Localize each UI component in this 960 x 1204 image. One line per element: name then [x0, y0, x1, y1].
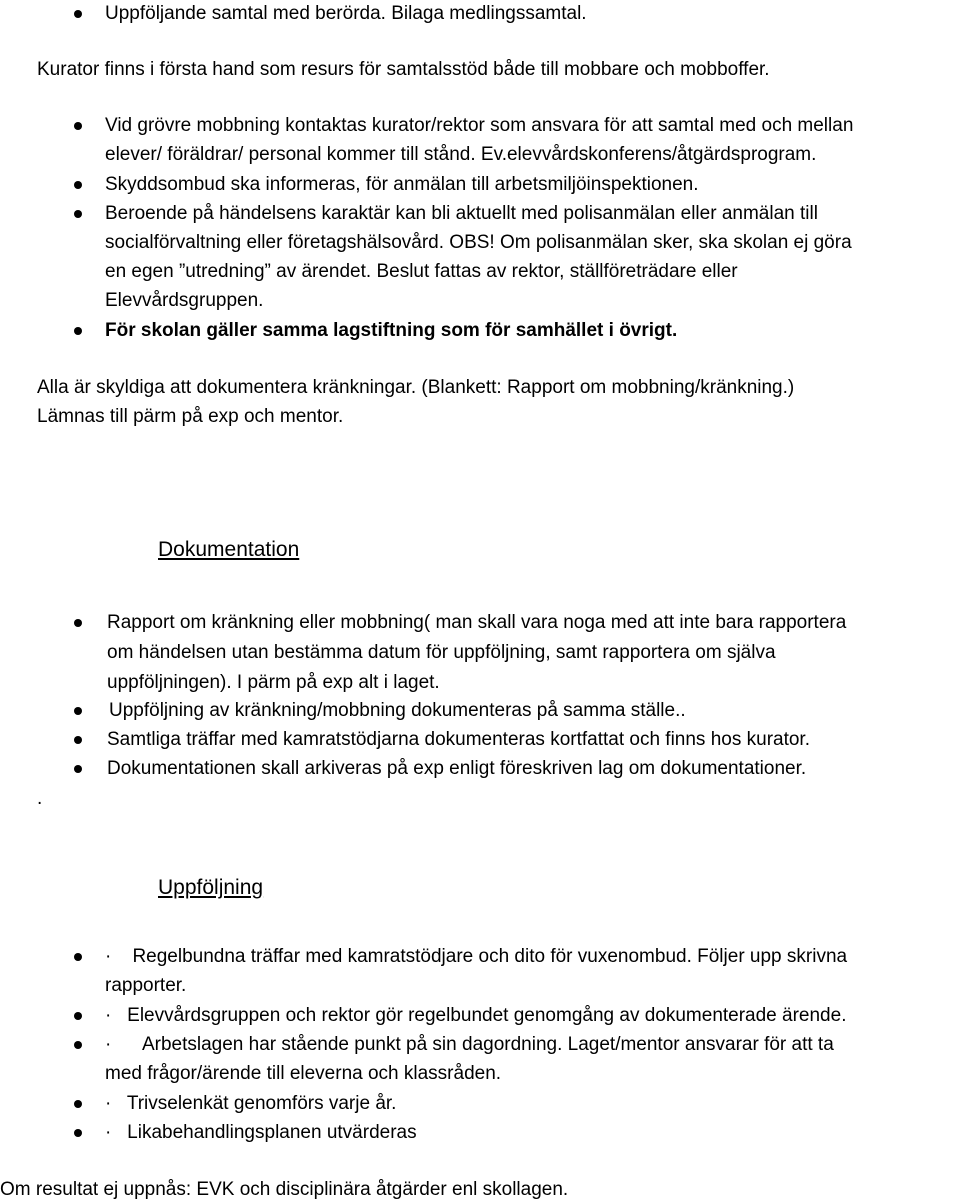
text-line: Skyddsombud ska informeras, för anmälan till arbetsmiljöinspektionen.	[105, 174, 699, 195]
text-line: · Likabehandlingsplanen utvärderas	[105, 1122, 417, 1143]
text-line: med frågor/ärende till eleverna och klassråden.	[105, 1063, 502, 1084]
bullet-icon	[74, 327, 82, 335]
text-line: · Arbetslagen har stående punkt på sin dagordning. Laget/mentor ansvarar för att ta	[105, 1034, 834, 1055]
text-line: Uppföljning av kränkning/mobbning dokumenteras på samma ställe..	[109, 700, 686, 721]
text-line: · Trivselenkät genomförs varje år.	[105, 1093, 397, 1114]
bullet-icon	[74, 1129, 82, 1137]
bullet-icon	[74, 1100, 82, 1108]
text-line: Vid grövre mobbning kontaktas kurator/rektor som ansvara för att samtal med och mellan	[105, 115, 854, 136]
text-line: Samtliga träffar med kamratstödjarna dokumenteras kortfattat och finns hos kurator.	[107, 729, 810, 750]
text-line: elever/ föräldrar/ personal kommer till stånd. Ev.elevvårdskonferens/åtgärdsprogram.	[105, 144, 817, 165]
text-line: uppföljningen). I pärm på exp alt i laget.	[107, 672, 440, 693]
bullet-icon	[74, 1012, 82, 1020]
bullet-icon	[74, 707, 82, 715]
bullet-icon	[74, 953, 82, 961]
text-line: om händelsen utan bestämma datum för uppföljning, samt rapportera om själva	[107, 642, 776, 663]
text-line: Dokumentationen skall arkiveras på exp enligt föreskriven lag om dokumentationer.	[107, 758, 807, 779]
section-heading: Uppföljning	[158, 876, 264, 899]
text-line: För skolan gäller samma lagstiftning som för samhället i övrigt.	[105, 320, 678, 341]
text-line: Alla är skyldiga att dokumentera kränkningar. (Blankett: Rapport om mobbning/kränkning.)	[37, 377, 795, 398]
text-line: Kurator finns i första hand som resurs för samtalsstöd både till mobbare och mobboffer.	[37, 59, 770, 80]
bullet-icon	[74, 765, 82, 773]
text-line: · Regelbundna träffar med kamratstödjare och dito för vuxenombud. Följer upp skrivna	[105, 946, 848, 967]
text-line: Lämnas till pärm på exp och mentor.	[37, 406, 344, 427]
text-line: Elevvårdsgruppen.	[105, 290, 264, 311]
text-line: en egen ”utredning” av ärendet. Beslut fattas av rektor, ställföreträdare eller	[105, 261, 738, 282]
text-line: rapporter.	[105, 975, 187, 996]
text-line: Om resultat ej uppnås: EVK och disciplinära åtgärder enl skollagen.	[0, 1179, 569, 1200]
bullet-icon	[74, 10, 82, 18]
bullet-icon	[74, 736, 82, 744]
text-line: socialförvaltning eller företagshälsovård. OBS! Om polisanmälan sker, ska skolan ej göra	[105, 232, 852, 253]
text-line: Rapport om kränkning eller mobbning( man skall vara noga med att inte bara rapportera	[107, 612, 847, 633]
text-line: · Elevvårdsgruppen och rektor gör regelbundet genomgång av dokumenterade ärende.	[105, 1005, 847, 1026]
text-line: Beroende på händelsens karaktär kan bli aktuellt med polisanmälan eller anmälan till	[105, 203, 818, 224]
text-line: Uppföljande samtal med berörda. Bilaga medlingssamtal.	[105, 3, 587, 24]
bullet-icon	[74, 619, 82, 627]
bullet-icon	[74, 122, 82, 130]
bullet-icon	[74, 181, 82, 189]
stray-dot: .	[37, 788, 43, 809]
bullet-icon	[74, 210, 82, 218]
bullet-icon	[74, 1041, 82, 1049]
section-heading: Dokumentation	[158, 538, 300, 561]
